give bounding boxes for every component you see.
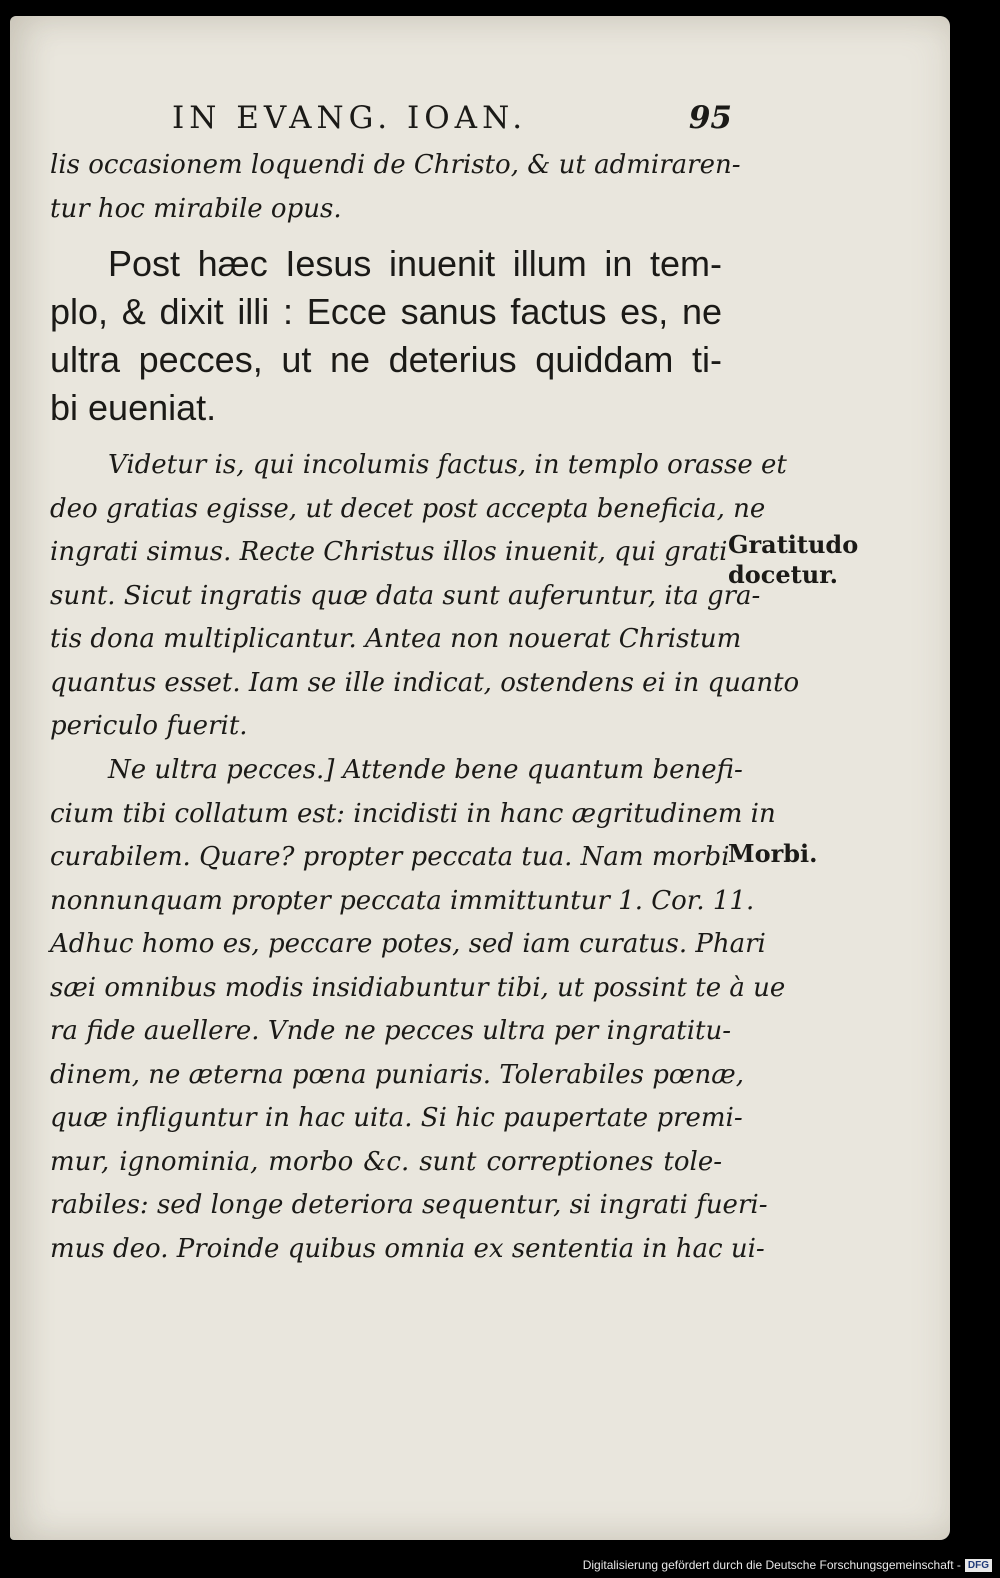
text-line: cium tibi collatum est: incidisti in hanc ægritudinem in xyxy=(50,798,776,829)
text-line: tur hoc mirabile opus. xyxy=(50,193,342,224)
text-line: mur, ignominia, morbo &c. sunt correptiones tole- xyxy=(50,1146,722,1177)
text-line: Ne ultra pecces.] Attende bene quantum benefi- xyxy=(108,755,743,785)
text-line: quantus esset. Iam se ille indicat, ostendens ei in quanto xyxy=(50,667,800,698)
text-line: sunt. Sicut ingratis quæ data sunt auferuntur, ita gra- xyxy=(50,580,761,611)
scripture-passage xyxy=(50,240,722,432)
text-line: nonnunquam propter peccata immittuntur 1. Cor. 11. xyxy=(50,885,755,916)
marginal-note-morbi xyxy=(728,839,817,869)
credit-text: Digitalisierung gefördert durch die Deutsche Forschungsgemeinschaft - xyxy=(582,1558,961,1572)
text-line: rabiles: sed longe deteriora sequentur, si ingrati fueri- xyxy=(50,1190,768,1220)
marginal-note-line: Gratitudo xyxy=(728,530,859,559)
opening-lines xyxy=(50,144,741,231)
page-number: 95 xyxy=(688,100,732,136)
dfg-logo: DFG xyxy=(965,1559,992,1572)
text-line: ultra pecces, ut ne deterius quiddam ti- xyxy=(50,339,722,380)
text-line: Videtur is, qui incolumis factus, in templo orasse et xyxy=(108,450,787,480)
text-line: curabilem. Quare? propter peccata tua. Nam morbi xyxy=(50,842,730,872)
commentary-paragraph-2 xyxy=(50,749,786,1271)
text-line: ra fide auellere. Vnde ne pecces ultra per ingratitu- xyxy=(50,1016,731,1046)
text-line: ingrati simus. Recte Christus illos inuenit, qui grati xyxy=(50,537,728,567)
marginal-note-gratitudo xyxy=(728,530,858,590)
digitization-credit xyxy=(583,1558,992,1572)
text-line: dinem, ne æterna pœna puniaris. Tolerabiles pœnæ, xyxy=(50,1059,744,1090)
book-page xyxy=(10,16,950,1540)
text-line: quæ infliguntur in hac uita. Si hic paupertate premi- xyxy=(50,1103,743,1133)
text-line: sæi omnibus modis insidiabuntur tibi, ut possint te à ue xyxy=(50,972,786,1003)
marginal-note-line: Morbi. xyxy=(728,839,818,868)
text-line: tis dona multiplicantur. Antea non nouerat Christum xyxy=(50,624,742,654)
text-line: Adhuc homo es, peccare potes, sed iam curatus. Phari xyxy=(50,929,766,959)
text-line: mus deo. Proinde quibus omnia ex sententia in hac ui- xyxy=(50,1233,765,1264)
text-line: periculo fuerit. xyxy=(50,711,248,741)
running-head-title: IN EVANG. IOAN. xyxy=(172,100,528,136)
text-line: deo gratias egisse, ut decet post accepta beneficia, ne xyxy=(50,493,766,524)
text-line: Post hæc Iesus inuenit illum in tem- xyxy=(108,243,722,284)
marginal-note-line: docetur. xyxy=(728,560,839,589)
text-line: lis occasionem loquendi de Christo, & ut admiraren- xyxy=(50,150,741,180)
text-line: plo, & dixit illi : Ecce sanus factus es, ne xyxy=(50,291,722,332)
text-line: bi eueniat. xyxy=(50,387,217,428)
